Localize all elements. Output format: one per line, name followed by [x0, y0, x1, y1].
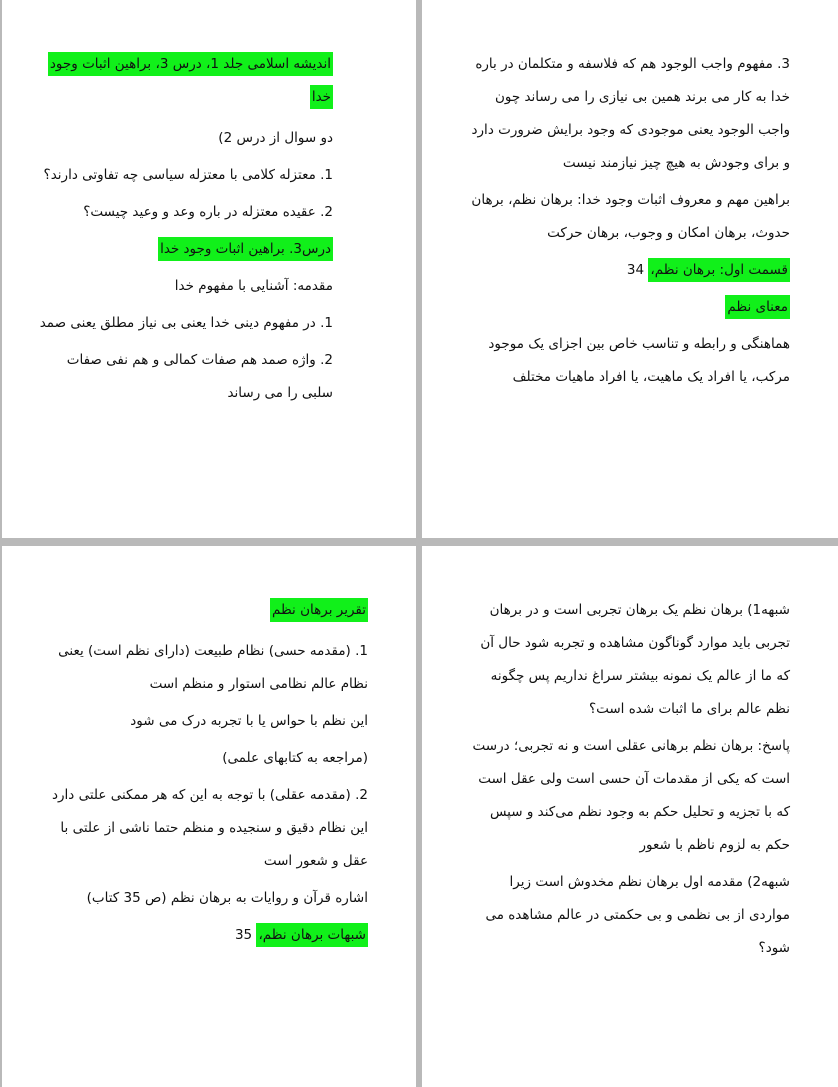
- page-content: [470, 594, 790, 969]
- section-page-number: 34: [626, 262, 649, 278]
- order-definition: هماهنگی و رابطه و تناسب خاص بین اجزای یک موجود مرکب، یا افراد یک ماهیت، یا افراد ماهیات مختلف: [488, 336, 790, 385]
- doubts-heading-block: [48, 919, 368, 952]
- page-bottom-right: [422, 546, 838, 1087]
- doubts-page-number: 35: [234, 927, 257, 943]
- premise-1: 1. (مقدمه حسی) نظام طبیعت (دارای نظم است) یعنی نظام عالم نظامی استوار و منظم است: [58, 643, 368, 692]
- book-title-highlight: اندیشه اسلامی جلد 1، درس 3، براهین اثبات وجود خدا: [48, 52, 333, 109]
- page-top-right: [422, 0, 838, 538]
- page-content: [33, 48, 333, 414]
- arguments-list: براهین مهم و معروف اثبات وجود خدا: برهان نظم، برهان حدوث، برهان امکان و وجوب، برهان حرکت: [471, 192, 790, 241]
- page-content: [470, 48, 790, 398]
- title-block: [33, 48, 333, 114]
- quran-reference: اشاره قرآن و روایات به برهان نظم (ص 35 کتاب): [86, 890, 368, 906]
- meaning-heading-highlight: معنای نظم: [725, 295, 790, 319]
- questions-intro: دو سوال از درس 2): [218, 130, 333, 146]
- lesson-heading-block: [33, 233, 333, 266]
- question-1: 1. معتزله کلامی با معتزله سیاسی چه تفاوتی دارند؟: [43, 167, 333, 183]
- section-heading-block: [470, 254, 790, 287]
- page-bottom-left: [2, 546, 416, 1087]
- premise-2: 2. (مقدمه عقلی) با توجه به این که هر ممکنی علتی دارد این نظام دقیق و سنجیده و منظم حتما ناشی از علتی با عقل و شعور است: [51, 787, 368, 869]
- doubt-1: شبهه1) برهان نظم یک برهان تجربی است و در برهان تجربی باید موارد گوناگون مشاهده و تجربه شود حال آن که ما از عالم یک نمونه بیشتر سراغ نداریم پس چگونه نظم عالم برای ما اثبات شده است؟: [480, 602, 790, 717]
- argument-heading-highlight: تقریر برهان نظم: [270, 598, 368, 622]
- lesson-heading-highlight: درس3. براهین اثبات وجود خدا: [158, 237, 333, 261]
- senses-line: این نظم با حواس یا با تجربه درک می شود: [130, 713, 368, 729]
- answer-1: پاسخ: برهان نظم برهانی عقلی است و نه تجربی؛ درست است که یکی از مقدمات آن حسی است ولی عقل است که با تجزیه و تحلیل حکم به وجود نظم می‌کند و سپس حکم به لزوم ناظم با شعور: [472, 738, 790, 853]
- page-top-left: [2, 0, 416, 538]
- point-1: 1. در مفهوم دینی خدا یعنی بی نیاز مطلق یعنی صمد: [39, 315, 333, 331]
- intro-line: مقدمه: آشنایی با مفهوم خدا: [174, 278, 333, 294]
- point-2: 2. واژه صمد هم صفات کمالی و هم نفی صفات سلبی را می رساند: [66, 352, 333, 401]
- doubt-2: شبهه2) مقدمه اول برهان نظم مخدوش است زیرا مواردی از بی نظمی و بی حکمتی در عالم مشاهده می شود؟: [485, 874, 790, 956]
- argument-heading-block: [48, 594, 368, 627]
- meaning-heading-block: [470, 291, 790, 324]
- reference-line: (مراجعه به کتابهای علمی): [222, 750, 368, 766]
- doubts-heading-highlight: شبهات برهان نظم،: [256, 923, 368, 947]
- question-2: 2. عقیده معتزله در باره وعد و وعید چیست؟: [83, 204, 333, 220]
- page-content: [48, 594, 368, 956]
- section-heading-highlight: قسمت اول: برهان نظم،: [648, 258, 790, 282]
- point-3: 3. مفهوم واجب الوجود هم که فلاسفه و متکلمان در باره خدا به کار می برند همین بی نیازی را می رساند چون واجب الوجود یعنی موجودی که وجود برایش ضرورت دارد و برای وجودش به هیچ چیز نیازمند نیست: [471, 56, 790, 171]
